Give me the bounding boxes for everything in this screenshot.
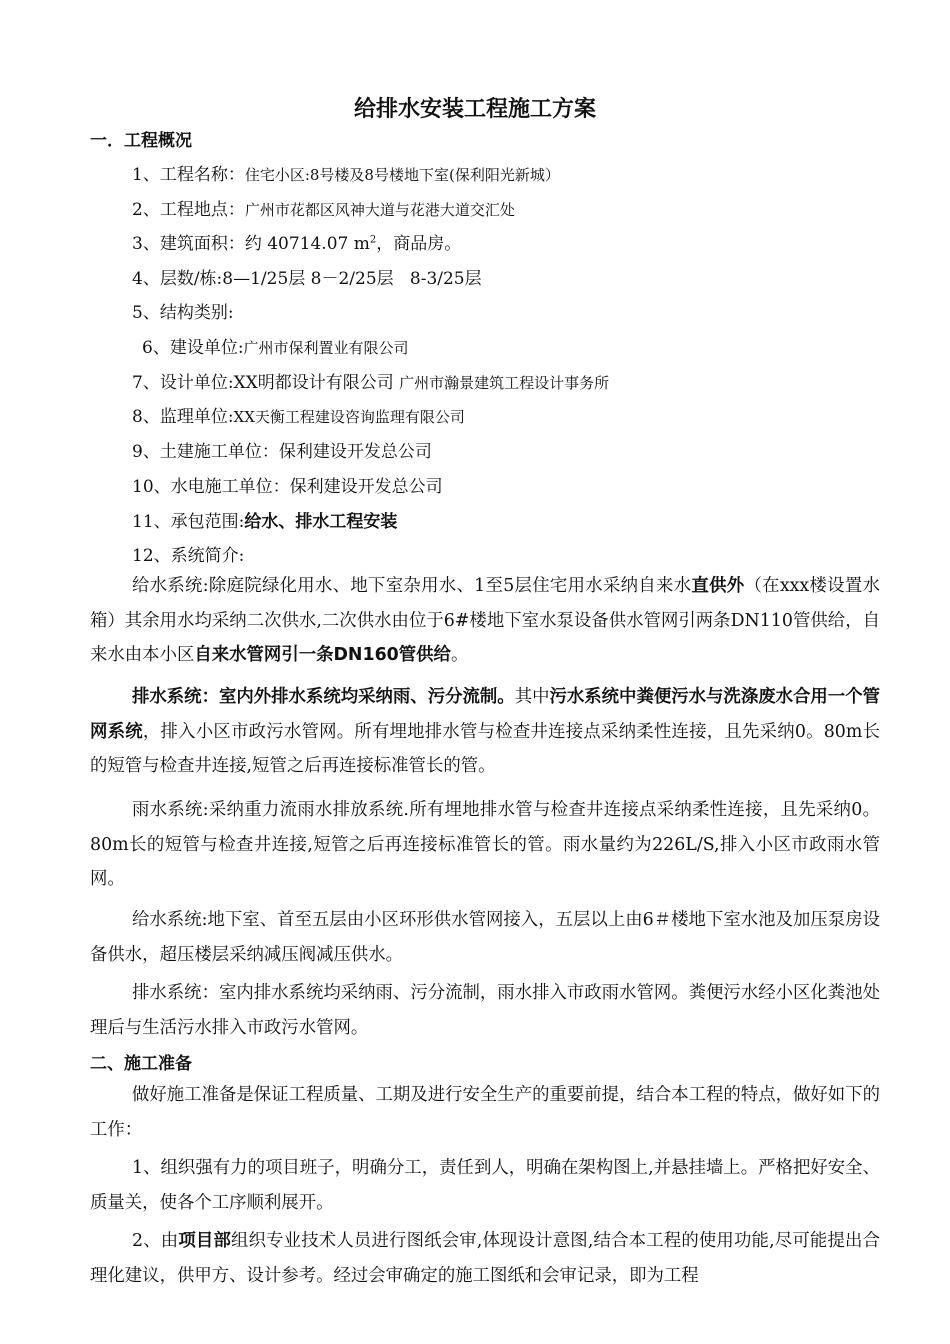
item-label: 1、工程名称： bbox=[132, 165, 245, 185]
paragraph-preparation-item-1: 1、组织强有力的项目班子，明确分工，责任到人，明确在架构图上,并悬挂墙上。严格把好安全、质量关，使各个工序顺利展开。 bbox=[90, 1158, 880, 1213]
paragraph-water-supply-2: 给水系统:地下室、首至五层由小区环形供水管网接入，五层以上由6＃楼地下室水池及加压泵房设备供水，超压楼层采纳减压阀减压供水。 bbox=[90, 910, 880, 965]
item-building-area bbox=[132, 229, 461, 254]
item-project-name bbox=[132, 160, 560, 185]
item-value: 保利建设开发总公司 bbox=[278, 442, 432, 462]
item-designer bbox=[132, 368, 609, 393]
item-label: 10、水电施工单位： bbox=[132, 477, 290, 497]
item-civil-contractor bbox=[132, 437, 432, 462]
item-floors bbox=[132, 264, 482, 289]
item-value: 8—1/25层 8－2/25层 8-3/25层 bbox=[222, 269, 482, 289]
item-label: 2、工程地点： bbox=[132, 200, 245, 220]
item-label: 12、系统简介: bbox=[132, 546, 245, 566]
item-label: 6、建设单位: bbox=[142, 338, 244, 358]
item-value: 给水、排水工程安装 bbox=[244, 512, 398, 532]
paragraph-drainage: 排水系统：室内外排水系统均采纳雨、污分流制。其中污水系统中粪便污水与洗涤废水合用一个管网系统，排入小区市政污水管网。所有埋地排水管与检查井连接点采纳柔性连接，且先采纳0。80m长的短管与检查井连接,短管之后再连接标准管长的管。 bbox=[90, 687, 880, 776]
item-label: 9、土建施工单位： bbox=[132, 442, 279, 462]
item-mep-contractor bbox=[132, 472, 443, 497]
item-value: 保利建设开发总公司 bbox=[289, 477, 443, 497]
paragraph-drainage-2: 排水系统：室内排水系统均采纳雨、污分流制，雨水排入市政雨水管网。粪便污水经小区化粪池处理后与生活污水排入市政污水管网。 bbox=[90, 983, 880, 1038]
item-label: 4、层数/栋: bbox=[132, 269, 223, 289]
item-value: 住宅小区:8号楼及8号楼地下室(保利阳光新城） bbox=[244, 166, 560, 184]
item-label: 3、建筑面积：约 40714.07 m bbox=[132, 234, 370, 254]
paragraph-preparation-item-2: 2、由项目部组织专业技术人员进行图纸会审,体现设计意图,结合本工程的使用功能,尽可能提出合理化建议，供甲方、设计参考。经过会审确定的施工图纸和会审记录，即为工程 bbox=[90, 1231, 880, 1286]
item-value: 广州市花都区风神大道与花港大道交汇处 bbox=[244, 201, 515, 219]
item-contract-scope bbox=[132, 507, 397, 532]
item-label: 11、承包范围: bbox=[132, 512, 245, 532]
item-value-secondary: 广州市瀚景建筑工程设计事务所 bbox=[399, 374, 610, 392]
item-value: ，商品房。 bbox=[376, 234, 462, 254]
paragraph-water-supply: 给水系统:除庭院绿化用水、地下室杂用水、1至5层住宅用水采纳自来水直供外（在xxx楼设置水箱）其余用水均采纳二次供水,二次供水由位于6#楼地下室水泵设备供水管网引两条DN110管供给，自来水由本小区自来水管网引一条DN160管供给。 bbox=[90, 576, 880, 665]
item-value: XX明都设计有限公司 bbox=[233, 373, 394, 393]
document-title: 给排水安装工程施工方案 bbox=[353, 97, 596, 122]
item-value: 广州市保利置业有限公司 bbox=[243, 339, 409, 357]
paragraph-rainwater: 雨水系统:采纳重力流雨水排放系统.所有埋地排水管与检查井连接点采纳柔性连接，且先采纳0。80m长的短管与检查井连接,短管之后再连接标准管长的管。雨水量约为226L/S,排入小区市政雨水管网。 bbox=[90, 800, 880, 889]
item-system-intro bbox=[132, 541, 244, 566]
item-label: 7、设计单位: bbox=[132, 373, 234, 393]
item-supervisor bbox=[132, 402, 465, 427]
paragraph-preparation-intro: 做好施工准备是保证工程质量、工期及进行安全生产的重要前提，结合本工程的特点，做好如下的工作： bbox=[90, 1085, 880, 1140]
item-developer bbox=[142, 333, 409, 358]
item-value: XX天衡工程建设咨询监理有限公司 bbox=[233, 408, 465, 426]
item-structure-type bbox=[132, 298, 234, 323]
section-heading-preparation: 二、施工准备 bbox=[90, 1054, 192, 1074]
item-label: 8、监理单位: bbox=[132, 407, 234, 427]
item-label: 5、结构类别: bbox=[132, 303, 234, 323]
section-heading-overview: 一．工程概况 bbox=[90, 131, 192, 151]
item-project-location bbox=[132, 195, 515, 220]
item-superscript: 2 bbox=[369, 234, 377, 246]
